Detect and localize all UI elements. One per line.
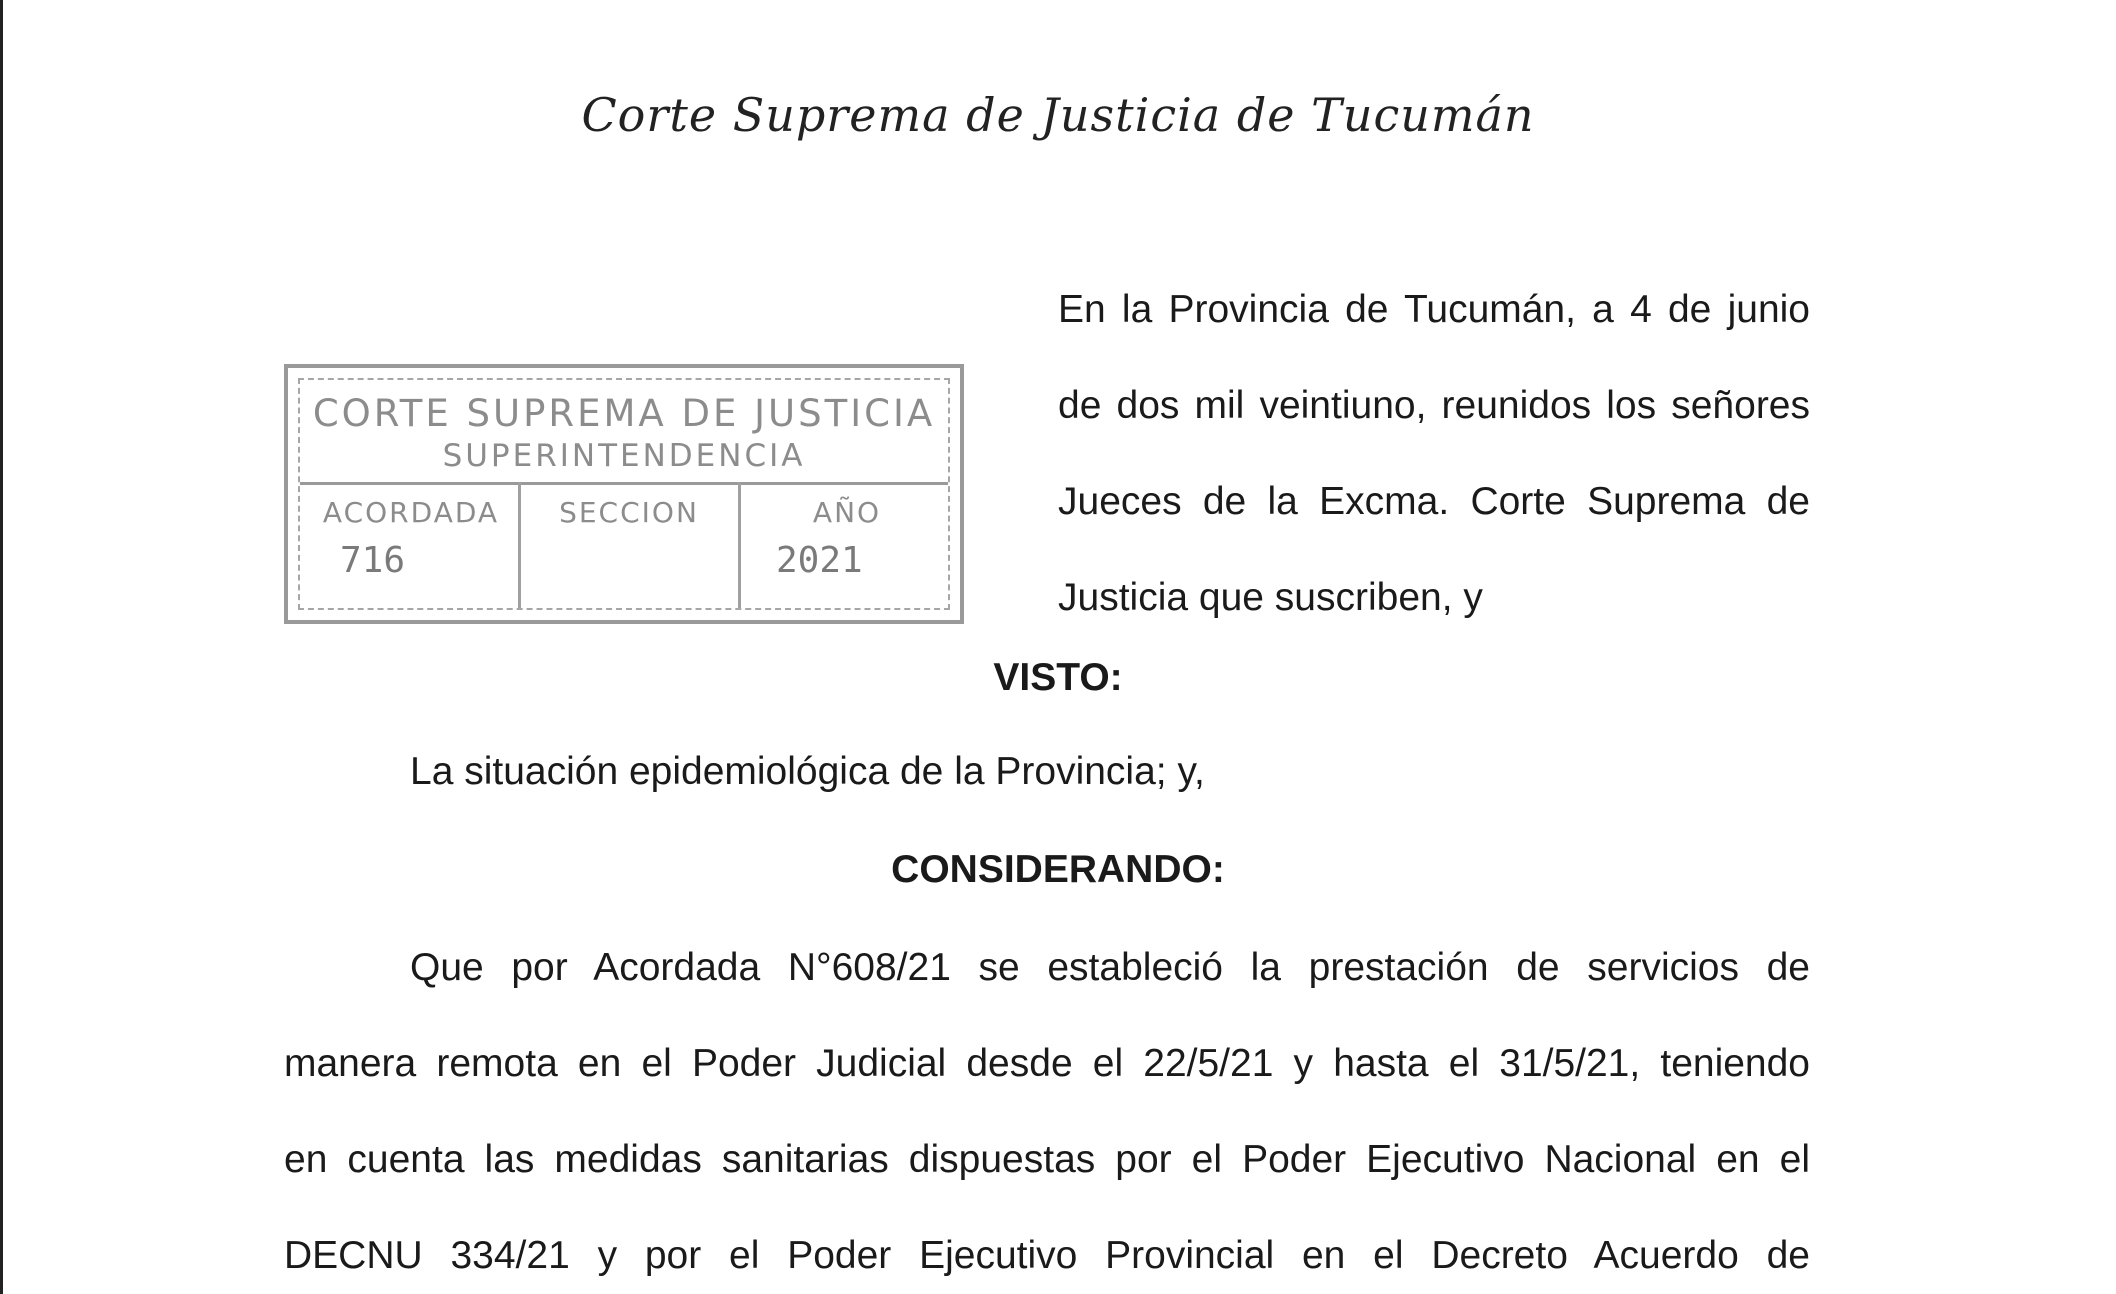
stamp-seccion-label: SECCION: [559, 496, 699, 529]
considerando-line: en cuenta las medidas sanitarias dispuestas por el Poder Ejecutivo Nacional en el: [284, 1138, 1810, 1181]
stamp-column-divider: [518, 482, 521, 608]
stamp-anio-label: AÑO: [812, 496, 882, 529]
considerando-line: Que por Acordada N°608/21 se estableció la prestación de servicios de: [410, 946, 1810, 989]
intro-paragraph: En la Provincia de Tucumán, a 4 de junio de dos mil veintiuno, reunidos los señores Jueces de la Excma. Corte Suprema de Justicia que suscriben, y: [1058, 288, 1810, 619]
stamp-divider: [300, 482, 948, 485]
stamp-subtitle: SUPERINTENDENCIA: [442, 438, 806, 474]
visto-heading: VISTO:: [993, 656, 1123, 699]
stamp-acordada-label: ACORDADA: [322, 496, 500, 529]
stamp-anio-value: 2021: [776, 540, 863, 581]
registry-stamp: [284, 364, 964, 624]
considerando-line: manera remota en el Poder Judicial desde el 22/5/21 y hasta el 31/5/21, teniendo: [284, 1042, 1810, 1085]
visto-text: La situación epidemiológica de la Provincia; y,: [410, 750, 1205, 793]
stamp-title: CORTE SUPREMA DE JUSTICIA: [312, 392, 936, 435]
considerando-heading: CONSIDERANDO:: [891, 848, 1225, 891]
stamp-column-divider: [738, 482, 741, 608]
page-left-border: [0, 0, 3, 1294]
letterhead: Corte Suprema de Justicia de Tucumán: [581, 88, 1535, 142]
stamp-acordada-number: 716: [340, 540, 406, 581]
considerando-line: DECNU 334/21 y por el Poder Ejecutivo Provincial en el Decreto Acuerdo de: [284, 1234, 1810, 1277]
